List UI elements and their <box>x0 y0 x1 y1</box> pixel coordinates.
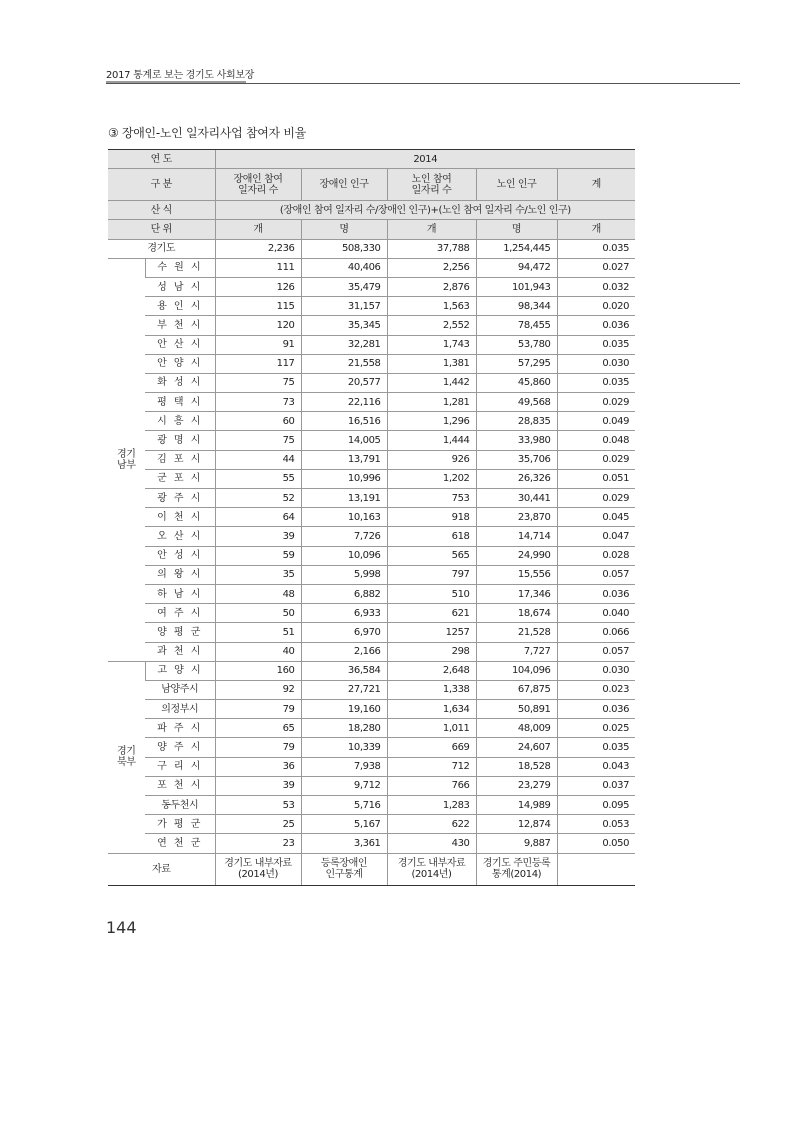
data-cell: 1,281 <box>387 393 476 412</box>
region-name: 파 주 시 <box>145 719 215 738</box>
unit-cell: 명 <box>301 220 387 239</box>
data-cell: 75 <box>215 373 301 392</box>
data-cell: 6,970 <box>301 623 387 642</box>
unit-label: 단 위 <box>108 220 215 239</box>
year-value: 2014 <box>215 150 635 169</box>
data-cell: 0.020 <box>557 297 635 316</box>
table-row <box>108 393 635 412</box>
data-cell: 48,009 <box>476 719 557 738</box>
data-cell: 19,160 <box>301 700 387 719</box>
data-cell: 622 <box>387 815 476 834</box>
table-row <box>108 738 635 757</box>
region-name: 김 포 시 <box>145 450 215 469</box>
formula-label: 산 식 <box>108 201 215 220</box>
data-cell: 2,648 <box>387 661 476 680</box>
region-name: 부 천 시 <box>145 316 215 335</box>
data-cell: 14,714 <box>476 527 557 546</box>
data-cell: 0.095 <box>557 796 635 815</box>
table-row <box>108 412 635 431</box>
data-cell: 1,381 <box>387 354 476 373</box>
data-cell: 45,860 <box>476 373 557 392</box>
table-row <box>108 642 635 661</box>
data-cell: 0.029 <box>557 489 635 508</box>
data-cell: 6,882 <box>301 584 387 603</box>
column-header: 장애인 인구 <box>301 169 387 201</box>
data-cell: 73 <box>215 393 301 412</box>
data-cell: 0.030 <box>557 354 635 373</box>
data-cell: 0.040 <box>557 604 635 623</box>
data-cell: 101,943 <box>476 277 557 296</box>
data-cell: 1,202 <box>387 469 476 488</box>
data-cell: 10,996 <box>301 469 387 488</box>
region-name: 성 남 시 <box>145 277 215 296</box>
region-name: 하 남 시 <box>145 584 215 603</box>
source-cell: 등록장애인 인구통계 <box>301 853 387 885</box>
data-cell: 5,998 <box>301 565 387 584</box>
table-row <box>108 700 635 719</box>
data-cell: 0.036 <box>557 584 635 603</box>
data-cell: 44 <box>215 450 301 469</box>
data-cell: 160 <box>215 661 301 680</box>
data-cell: 53 <box>215 796 301 815</box>
data-cell: 797 <box>387 565 476 584</box>
total-value: 2,236 <box>215 239 301 258</box>
formula-text: (장애인 참여 일자리 수/장애인 인구)+(노인 참여 일자리 수/노인 인구) <box>215 201 635 220</box>
source-row <box>108 853 635 885</box>
data-cell: 23 <box>215 834 301 853</box>
data-cell: 50,891 <box>476 700 557 719</box>
data-cell: 111 <box>215 258 301 277</box>
data-cell: 0.048 <box>557 431 635 450</box>
data-cell: 7,727 <box>476 642 557 661</box>
data-cell: 1257 <box>387 623 476 642</box>
data-cell: 0.029 <box>557 450 635 469</box>
table-row <box>108 297 635 316</box>
source-cell: 경기도 내부자료 (2014년) <box>387 853 476 885</box>
data-cell: 0.036 <box>557 700 635 719</box>
data-cell: 0.050 <box>557 834 635 853</box>
data-cell: 31,157 <box>301 297 387 316</box>
region-name: 오 산 시 <box>145 527 215 546</box>
data-cell: 1,743 <box>387 335 476 354</box>
data-cell: 0.037 <box>557 776 635 795</box>
data-cell: 510 <box>387 584 476 603</box>
data-cell: 17,346 <box>476 584 557 603</box>
unit-cell: 개 <box>387 220 476 239</box>
data-cell: 30,441 <box>476 489 557 508</box>
data-cell: 13,791 <box>301 450 387 469</box>
data-cell: 0.035 <box>557 335 635 354</box>
region-name: 안 양 시 <box>145 354 215 373</box>
table-row <box>108 623 635 642</box>
data-cell: 9,887 <box>476 834 557 853</box>
total-name: 경기도 <box>108 239 215 258</box>
unit-row <box>108 220 635 239</box>
region-name: 군 포 시 <box>145 469 215 488</box>
data-cell: 23,279 <box>476 776 557 795</box>
data-cell: 13,191 <box>301 489 387 508</box>
table-row <box>108 584 635 603</box>
data-cell: 50 <box>215 604 301 623</box>
data-cell: 49,568 <box>476 393 557 412</box>
data-cell: 2,552 <box>387 316 476 335</box>
region-name: 안 성 시 <box>145 546 215 565</box>
data-cell: 712 <box>387 757 476 776</box>
data-cell: 21,528 <box>476 623 557 642</box>
group-label: 경기 북부 <box>108 661 145 853</box>
category-label: 구 분 <box>108 169 215 201</box>
region-name: 용 인 시 <box>145 297 215 316</box>
table-row <box>108 661 635 680</box>
data-cell: 24,990 <box>476 546 557 565</box>
region-name: 시 흥 시 <box>145 412 215 431</box>
total-value: 1,254,445 <box>476 239 557 258</box>
data-cell: 0.025 <box>557 719 635 738</box>
data-cell: 565 <box>387 546 476 565</box>
data-cell: 0.030 <box>557 661 635 680</box>
data-cell: 7,726 <box>301 527 387 546</box>
data-cell: 59 <box>215 546 301 565</box>
table-row <box>108 258 635 277</box>
data-cell: 78,455 <box>476 316 557 335</box>
column-header: 계 <box>557 169 635 201</box>
data-cell: 79 <box>215 700 301 719</box>
unit-cell: 개 <box>215 220 301 239</box>
table-row <box>108 335 635 354</box>
data-cell: 14,989 <box>476 796 557 815</box>
data-cell: 120 <box>215 316 301 335</box>
data-cell: 39 <box>215 776 301 795</box>
table-row <box>108 776 635 795</box>
table-row <box>108 796 635 815</box>
data-cell: 40 <box>215 642 301 661</box>
data-cell: 0.027 <box>557 258 635 277</box>
header-rule <box>106 83 740 84</box>
data-cell: 32,281 <box>301 335 387 354</box>
region-name: 포 천 시 <box>145 776 215 795</box>
data-cell: 53,780 <box>476 335 557 354</box>
data-cell: 1,011 <box>387 719 476 738</box>
data-cell: 27,721 <box>301 680 387 699</box>
data-cell: 35 <box>215 565 301 584</box>
data-cell: 0.051 <box>557 469 635 488</box>
region-name: 과 천 시 <box>145 642 215 661</box>
data-cell: 115 <box>215 297 301 316</box>
data-cell: 40,406 <box>301 258 387 277</box>
total-value: 37,788 <box>387 239 476 258</box>
data-cell: 35,479 <box>301 277 387 296</box>
data-cell: 9,712 <box>301 776 387 795</box>
data-cell: 18,674 <box>476 604 557 623</box>
data-cell: 25 <box>215 815 301 834</box>
data-cell: 1,634 <box>387 700 476 719</box>
data-cell: 298 <box>387 642 476 661</box>
table-row <box>108 604 635 623</box>
total-value: 0.035 <box>557 239 635 258</box>
unit-cell: 명 <box>476 220 557 239</box>
data-cell: 0.029 <box>557 393 635 412</box>
total-row <box>108 239 635 258</box>
data-cell: 753 <box>387 489 476 508</box>
data-cell: 5,716 <box>301 796 387 815</box>
data-cell: 0.035 <box>557 738 635 757</box>
data-cell: 926 <box>387 450 476 469</box>
data-cell: 1,563 <box>387 297 476 316</box>
data-cell: 79 <box>215 738 301 757</box>
data-cell: 2,876 <box>387 277 476 296</box>
region-name: 광 명 시 <box>145 431 215 450</box>
data-cell: 57,295 <box>476 354 557 373</box>
data-cell: 0.066 <box>557 623 635 642</box>
table-row <box>108 565 635 584</box>
participation-table-wrapper <box>108 149 635 886</box>
data-cell: 33,980 <box>476 431 557 450</box>
region-name: 수 원 시 <box>145 258 215 277</box>
table-row <box>108 469 635 488</box>
region-name: 가 평 군 <box>145 815 215 834</box>
column-header-row <box>108 169 635 201</box>
participation-table <box>108 149 635 886</box>
data-cell: 10,163 <box>301 508 387 527</box>
region-name: 의정부시 <box>145 700 215 719</box>
data-cell: 117 <box>215 354 301 373</box>
data-cell: 12,874 <box>476 815 557 834</box>
data-cell: 35,345 <box>301 316 387 335</box>
table-row <box>108 815 635 834</box>
data-cell: 2,166 <box>301 642 387 661</box>
data-cell: 15,556 <box>476 565 557 584</box>
table-row <box>108 277 635 296</box>
data-cell: 1,283 <box>387 796 476 815</box>
data-cell: 52 <box>215 489 301 508</box>
data-cell: 0.047 <box>557 527 635 546</box>
table-row <box>108 719 635 738</box>
region-name: 의 왕 시 <box>145 565 215 584</box>
region-name: 양 평 군 <box>145 623 215 642</box>
region-name: 평 택 시 <box>145 393 215 412</box>
region-name: 동두천시 <box>145 796 215 815</box>
data-cell: 0.035 <box>557 373 635 392</box>
data-cell: 35,706 <box>476 450 557 469</box>
column-header: 장애인 참여 일자리 수 <box>215 169 301 201</box>
table-row <box>108 834 635 853</box>
data-cell: 618 <box>387 527 476 546</box>
table-body <box>108 150 635 886</box>
data-cell: 766 <box>387 776 476 795</box>
region-name: 연 천 군 <box>145 834 215 853</box>
data-cell: 22,116 <box>301 393 387 412</box>
data-cell: 91 <box>215 335 301 354</box>
page-number: 144 <box>106 918 137 937</box>
data-cell: 28,835 <box>476 412 557 431</box>
data-cell: 26,326 <box>476 469 557 488</box>
table-row <box>108 431 635 450</box>
table-row <box>108 354 635 373</box>
data-cell: 621 <box>387 604 476 623</box>
data-cell: 1,296 <box>387 412 476 431</box>
data-cell: 48 <box>215 584 301 603</box>
region-name: 여 주 시 <box>145 604 215 623</box>
region-name: 양 주 시 <box>145 738 215 757</box>
data-cell: 0.057 <box>557 642 635 661</box>
data-cell: 67,875 <box>476 680 557 699</box>
source-label: 자료 <box>108 853 215 885</box>
data-cell: 430 <box>387 834 476 853</box>
data-cell: 36,584 <box>301 661 387 680</box>
data-cell: 104,096 <box>476 661 557 680</box>
data-cell: 39 <box>215 527 301 546</box>
data-cell: 126 <box>215 277 301 296</box>
data-cell: 75 <box>215 431 301 450</box>
data-cell: 0.053 <box>557 815 635 834</box>
column-header: 노인 참여 일자리 수 <box>387 169 476 201</box>
data-cell: 669 <box>387 738 476 757</box>
data-cell: 14,005 <box>301 431 387 450</box>
total-value: 508,330 <box>301 239 387 258</box>
formula-row <box>108 201 635 220</box>
data-cell: 23,870 <box>476 508 557 527</box>
table-row <box>108 373 635 392</box>
region-name: 남양주시 <box>145 680 215 699</box>
data-cell: 10,096 <box>301 546 387 565</box>
region-name: 안 산 시 <box>145 335 215 354</box>
group-label: 경기 남부 <box>108 258 145 661</box>
data-cell: 36 <box>215 757 301 776</box>
data-cell: 24,607 <box>476 738 557 757</box>
data-cell: 92 <box>215 680 301 699</box>
data-cell: 6,933 <box>301 604 387 623</box>
region-name: 화 성 시 <box>145 373 215 392</box>
data-cell: 1,442 <box>387 373 476 392</box>
source-cell <box>557 853 635 885</box>
table-row <box>108 489 635 508</box>
data-cell: 1,338 <box>387 680 476 699</box>
region-name: 고 양 시 <box>145 661 215 680</box>
data-cell: 10,339 <box>301 738 387 757</box>
year-row <box>108 150 635 169</box>
region-name: 이 천 시 <box>145 508 215 527</box>
year-label: 연 도 <box>108 150 215 169</box>
table-row <box>108 508 635 527</box>
data-cell: 16,516 <box>301 412 387 431</box>
data-cell: 0.023 <box>557 680 635 699</box>
data-cell: 18,280 <box>301 719 387 738</box>
running-title: 2017 통계로 보는 경기도 사회보장 <box>106 70 255 81</box>
data-cell: 20,577 <box>301 373 387 392</box>
data-cell: 0.045 <box>557 508 635 527</box>
data-cell: 3,361 <box>301 834 387 853</box>
data-cell: 65 <box>215 719 301 738</box>
data-cell: 0.036 <box>557 316 635 335</box>
data-cell: 60 <box>215 412 301 431</box>
table-row <box>108 757 635 776</box>
data-cell: 1,444 <box>387 431 476 450</box>
data-cell: 0.057 <box>557 565 635 584</box>
column-header: 노인 인구 <box>476 169 557 201</box>
data-cell: 94,472 <box>476 258 557 277</box>
data-cell: 0.049 <box>557 412 635 431</box>
data-cell: 21,558 <box>301 354 387 373</box>
data-cell: 18,528 <box>476 757 557 776</box>
region-name: 구 리 시 <box>145 757 215 776</box>
table-row <box>108 527 635 546</box>
table-row <box>108 316 635 335</box>
source-cell: 경기도 주민등록 통계(2014) <box>476 853 557 885</box>
data-cell: 0.032 <box>557 277 635 296</box>
data-cell: 918 <box>387 508 476 527</box>
section-title: ③ 장애인-노인 일자리사업 참여자 비율 <box>108 126 306 140</box>
table-row <box>108 450 635 469</box>
data-cell: 51 <box>215 623 301 642</box>
source-cell: 경기도 내부자료 (2014년) <box>215 853 301 885</box>
unit-cell: 개 <box>557 220 635 239</box>
data-cell: 5,167 <box>301 815 387 834</box>
table-row <box>108 546 635 565</box>
region-name: 광 주 시 <box>145 489 215 508</box>
data-cell: 0.028 <box>557 546 635 565</box>
data-cell: 98,344 <box>476 297 557 316</box>
table-row <box>108 680 635 699</box>
data-cell: 64 <box>215 508 301 527</box>
data-cell: 2,256 <box>387 258 476 277</box>
data-cell: 0.043 <box>557 757 635 776</box>
data-cell: 55 <box>215 469 301 488</box>
data-cell: 7,938 <box>301 757 387 776</box>
